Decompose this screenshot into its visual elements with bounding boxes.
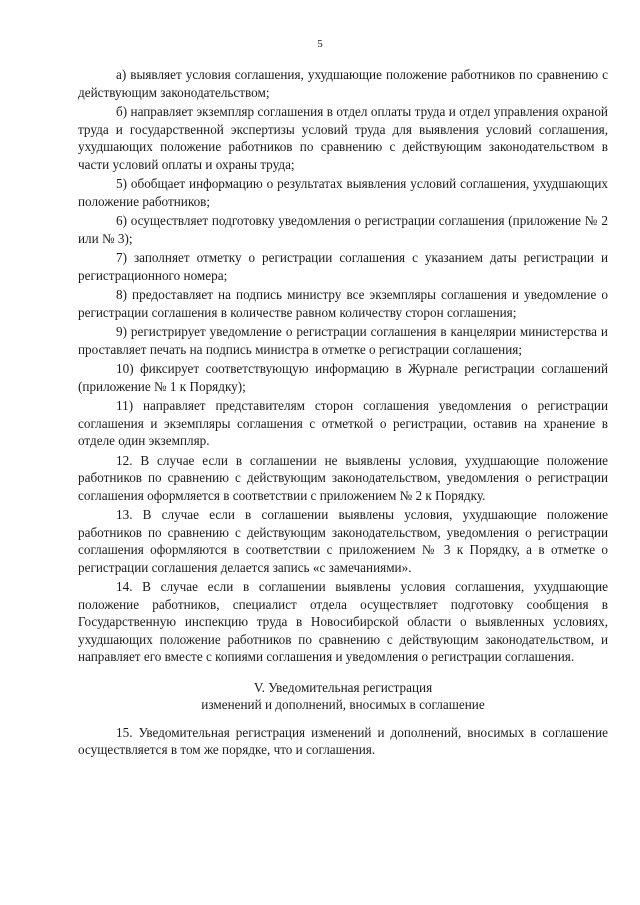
page-number: 5 [317, 38, 323, 50]
paragraph-clause-12: 12. В случае если в соглашении не выявлены условия, ухудшающие положение работников по сравнению с действующим законодательством, уведомления о регистрации соглашения оформляется в соответствии с приложением № 2 к Порядку. [78, 452, 608, 503]
paragraph-item-8: 8) предоставляет на подпись министру все экземпляры соглашения и уведомление о регистрации соглашения в количестве равном количеству сторон соглашения; [78, 287, 608, 320]
paragraph-clause-15: 15. Уведомительная регистрация изменений и дополнений, вносимых в соглашение осуществляется в том же порядке, что и соглашения. [78, 724, 608, 757]
section-heading-line-1: V. Уведомительная регистрация [253, 679, 433, 695]
section-heading [78, 679, 608, 714]
paragraph-item-6: 6) осуществляет подготовку уведомления о регистрации соглашения (приложение № 2 или № 3); [78, 213, 608, 246]
section-heading-line-2: изменений и дополнений, вносимых в соглашение [201, 697, 485, 712]
paragraph-item-9: 9) регистрирует уведомление о регистрации соглашения в канцелярии министерства и проставляет печать на подпись министра в отметке о регистрации соглашения; [78, 324, 608, 357]
paragraph-item-10: 10) фиксирует соответствующую информацию в Журнале регистрации соглашений (приложение № 1 к Порядку); [78, 361, 608, 394]
paragraph-item-a: а) выявляет условия соглашения, ухудшающие положение работников по сравнению с действующим законодательством; [78, 67, 608, 100]
paragraph-item-b: б) направляет экземпляр соглашения в отдел оплаты труда и отдел управления охраной труда и государственной экспертизы условий труда для выявления условий соглашения, ухудшающих положение работников по сравнению с действующим законодательством в части условий оплаты и охраны труда; [78, 104, 608, 172]
paragraph-clause-13: 13. В случае если в соглашении выявлены условия, ухудшающие положение работников по сравнению с действующим законодательством, уведомления о регистрации соглашения оформляются в соответствии с приложением № 3 к Порядку, а в отметке о регистрации соглашения делается запись «с замечаниями». [78, 507, 608, 575]
paragraph-item-11: 11) направляет представителям сторон соглашения уведомления о регистрации соглашения и экземпляры соглашения с отметкой о регистрации, оставив на хранение в отделе один экземпляр. [78, 398, 608, 448]
paragraph-item-7: 7) заполняет отметку о регистрации соглашения с указанием даты регистрации и регистрационного номера; [78, 250, 608, 283]
document-body [78, 66, 608, 761]
paragraph-item-5: 5) обобщает информацию о результатах выявления условий соглашения, ухудшающих положение работников; [78, 176, 608, 209]
paragraph-clause-14: 14. В случае если в соглашении выявлены условия соглашения, ухудшающие положение работников, специалист отдела осуществляет подготовку сообщения в Государственную инспекцию труда в Новосибирской области о выявленных условиях, ухудшающих положение работников по сравнению с действующим законодательством, и направляет его вместе с копиями соглашения и уведомления о регистрации соглашения. [78, 579, 608, 664]
